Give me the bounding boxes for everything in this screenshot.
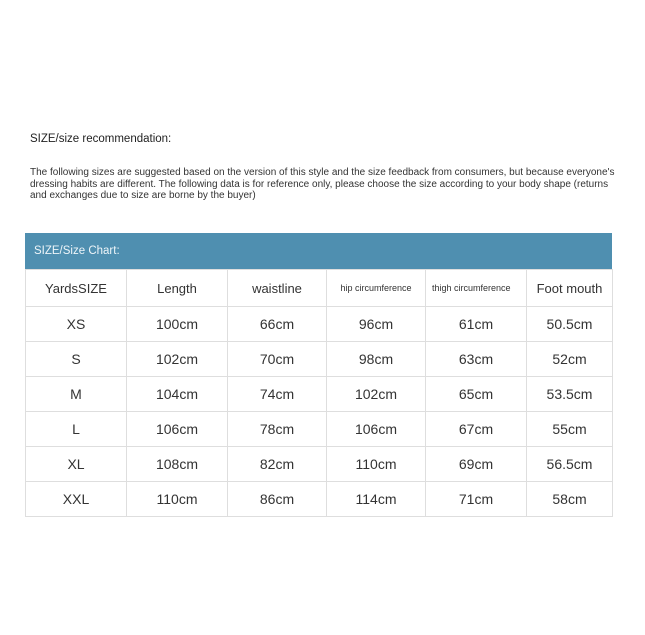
foot-mouth-cell: 55cm — [527, 412, 613, 447]
length-cell: 102cm — [127, 342, 228, 377]
length-cell: 100cm — [127, 307, 228, 342]
table-row — [26, 412, 613, 447]
waistline-cell: 82cm — [228, 447, 327, 482]
size-cell: L — [26, 412, 127, 447]
foot-mouth-cell: 50.5cm — [527, 307, 613, 342]
hip-cell: 102cm — [327, 377, 426, 412]
size-chart-title: SIZE/Size Chart: — [25, 233, 612, 269]
foot-mouth-cell: 58cm — [527, 482, 613, 517]
waistline-cell: 86cm — [228, 482, 327, 517]
thigh-cell: 61cm — [426, 307, 527, 342]
length-cell: 106cm — [127, 412, 228, 447]
table-row — [26, 482, 613, 517]
length-cell: 108cm — [127, 447, 228, 482]
foot-mouth-cell: 56.5cm — [527, 447, 613, 482]
table-row — [26, 377, 613, 412]
thigh-cell: 69cm — [426, 447, 527, 482]
size-chart-table — [25, 269, 613, 517]
waistline-cell: 66cm — [228, 307, 327, 342]
waistline-cell: 78cm — [228, 412, 327, 447]
size-cell: XXL — [26, 482, 127, 517]
size-cell: XL — [26, 447, 127, 482]
table-row — [26, 447, 613, 482]
table-header-row — [26, 270, 613, 307]
table-row — [26, 342, 613, 377]
column-header-size: YardsSIZE — [26, 270, 127, 307]
size-recommendation-heading: SIZE/size recommendation: — [30, 133, 172, 145]
foot-mouth-cell: 53.5cm — [527, 377, 613, 412]
column-header-waistline: waistline — [228, 270, 327, 307]
thigh-cell: 65cm — [426, 377, 527, 412]
hip-cell: 110cm — [327, 447, 426, 482]
size-cell: S — [26, 342, 127, 377]
waistline-cell: 74cm — [228, 377, 327, 412]
table-row — [26, 307, 613, 342]
size-cell: XS — [26, 307, 127, 342]
thigh-cell: 71cm — [426, 482, 527, 517]
thigh-cell: 63cm — [426, 342, 527, 377]
length-cell: 104cm — [127, 377, 228, 412]
foot-mouth-cell: 52cm — [527, 342, 613, 377]
hip-cell: 114cm — [327, 482, 426, 517]
size-recommendation-note: The following sizes are suggested based on the version of this style and the size feedback from consumers, but because everyone's dressing habits are different. The following data is for reference only, please choose the size according to your body shape (returns and exchanges due to size are borne by the buyer) — [30, 167, 615, 201]
hip-cell: 106cm — [327, 412, 426, 447]
column-header-thigh: thigh circumference — [426, 270, 527, 307]
size-cell: M — [26, 377, 127, 412]
column-header-hip: hip circumference — [327, 270, 426, 307]
column-header-length: Length — [127, 270, 228, 307]
thigh-cell: 67cm — [426, 412, 527, 447]
column-header-foot-mouth: Foot mouth — [527, 270, 613, 307]
length-cell: 110cm — [127, 482, 228, 517]
hip-cell: 96cm — [327, 307, 426, 342]
hip-cell: 98cm — [327, 342, 426, 377]
waistline-cell: 70cm — [228, 342, 327, 377]
